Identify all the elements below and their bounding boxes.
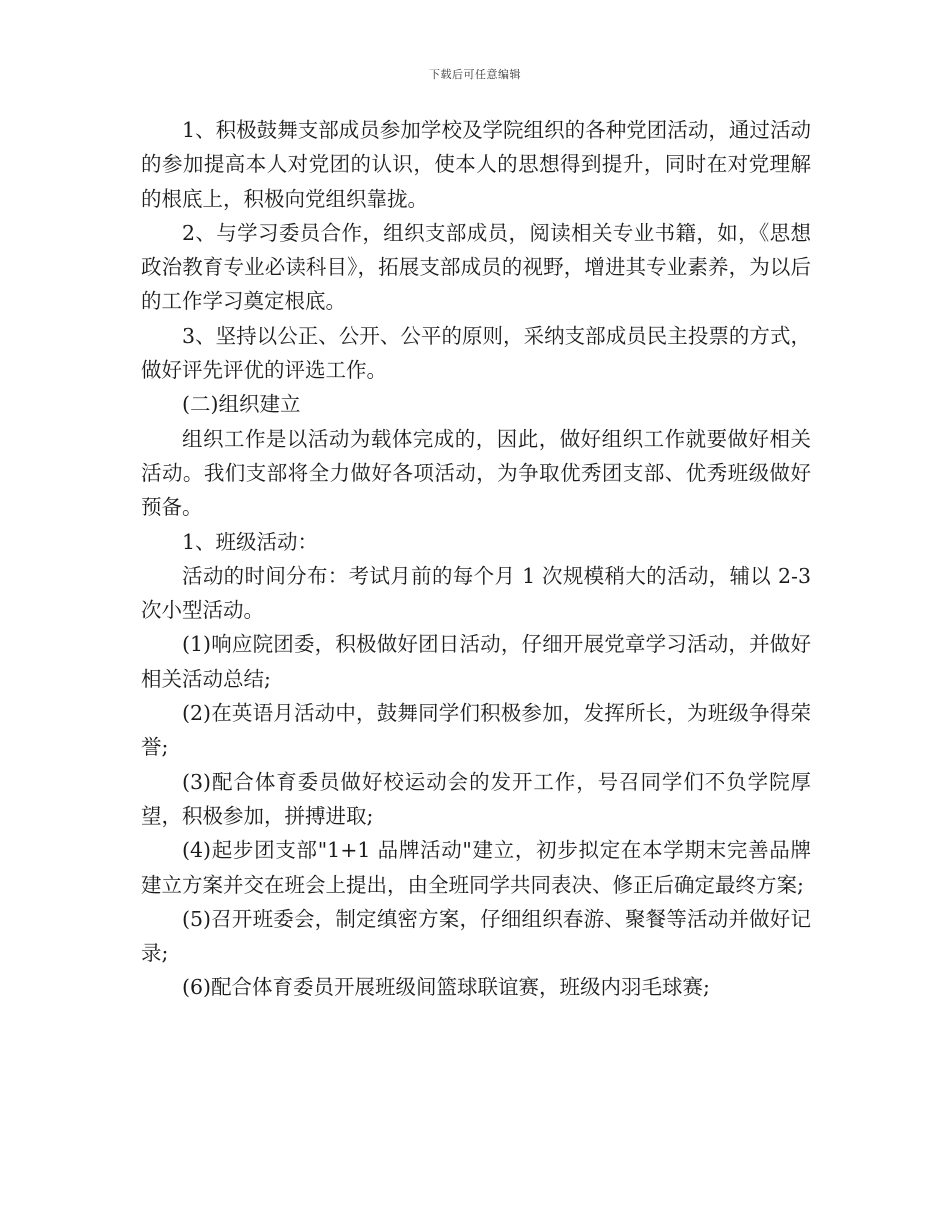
list-item: (1)响应院团委，积极做好团日活动，仔细开展党章学习活动，并做好相关活动总结; (141, 632, 811, 691)
section-heading: (二)组织建立 (182, 392, 301, 417)
paragraph: 1、积极鼓舞支部成员参加学校及学院组织的各种党团活动，通过活动的参加提高本人对党团的认识，使本人的思想得到提升，同时在对党理解的根底上，积极向党组织靠拢。 (141, 118, 811, 211)
document-body (141, 113, 811, 1005)
paragraph: 组织工作是以活动为载体完成的，因此，做好组织工作就要做好相关活动。我们支部将全力做好各项活动，为争取优秀团支部、优秀班级做好预备。 (141, 426, 811, 520)
list-item: (2)在英语月活动中，鼓舞同学们积极参加，发挥所长，为班级争得荣誉; (141, 701, 811, 760)
list-item: (6)配合体育委员开展班级间篮球联谊赛，班级内羽毛球赛; (182, 975, 710, 1000)
page-header: 下载后可任意编辑 (429, 68, 521, 81)
paragraph: 3、坚持以公正、公开、公平的原则，采纳支部成员民主投票的方式，做好评先评优的评选工作。 (141, 323, 811, 383)
paragraph: 活动的时间分布：考试月前的每个月 1 次规模稍大的活动，辅以 2-3 次小型活动。 (141, 563, 811, 623)
subsection-heading: 1、班级活动： (182, 529, 319, 554)
list-item: (4)起步团支部"1+1 品牌活动"建立，初步拟定在本学期末完善品牌建立方案并交在班会上提出，由全班同学共同表决、修正后确定最终方案; (141, 838, 811, 897)
list-item: (3)配合体育委员做好校运动会的发开工作，号召同学们不负学院厚望，积极参加，拼搏进取; (141, 769, 811, 828)
paragraph: 2、与学习委员合作，组织支部成员，阅读相关专业书籍，如，《思想政治教育专业必读科目》，拓展支部成员的视野，增进其专业素养，为以后的工作学习奠定根底。 (141, 220, 811, 314)
list-item: (5)召开班委会，制定缜密方案，仔细组织春游、聚餐等活动并做好记录; (141, 906, 811, 966)
